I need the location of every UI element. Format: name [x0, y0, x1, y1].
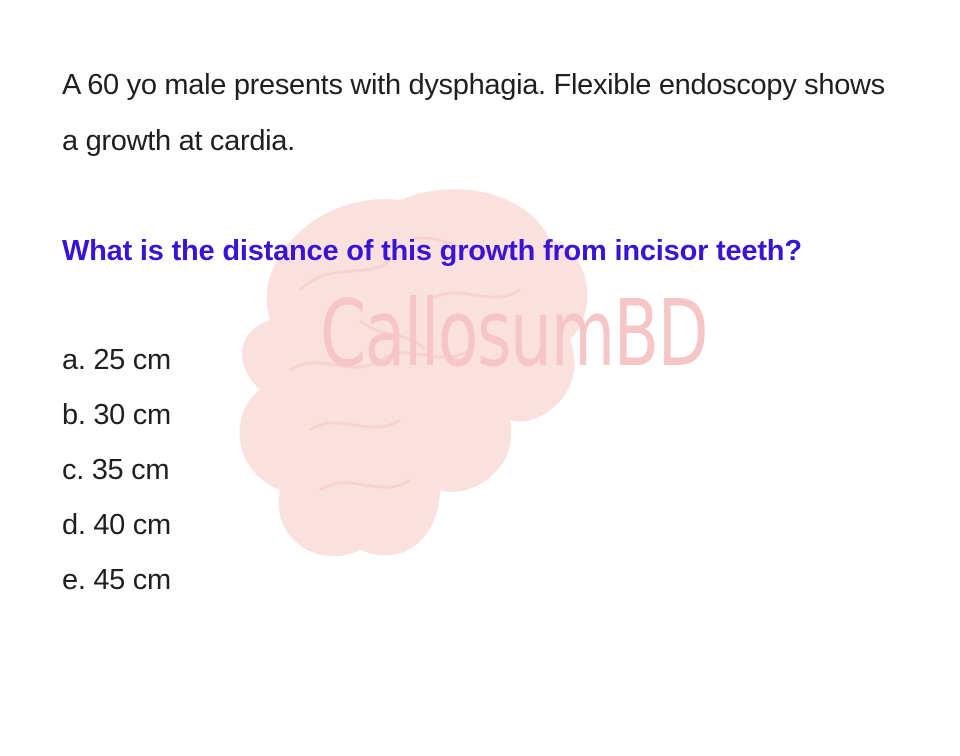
- option-a[interactable]: a. 25 cm: [62, 344, 171, 376]
- watermark-logo-text: CallosumBD: [320, 280, 708, 387]
- question-card: [62, 57, 902, 608]
- question-stem: A 60 yo male presents with dysphagia. Flexible endoscopy shows a growth at cardia.: [62, 69, 885, 157]
- question-prompt: What is the distance of this growth from incisor teeth?: [62, 235, 802, 267]
- option-b[interactable]: b. 30 cm: [62, 399, 171, 431]
- option-d[interactable]: d. 40 cm: [62, 509, 171, 541]
- option-c[interactable]: c. 35 cm: [62, 454, 170, 486]
- option-e[interactable]: e. 45 cm: [62, 564, 171, 596]
- answer-options: [62, 333, 902, 608]
